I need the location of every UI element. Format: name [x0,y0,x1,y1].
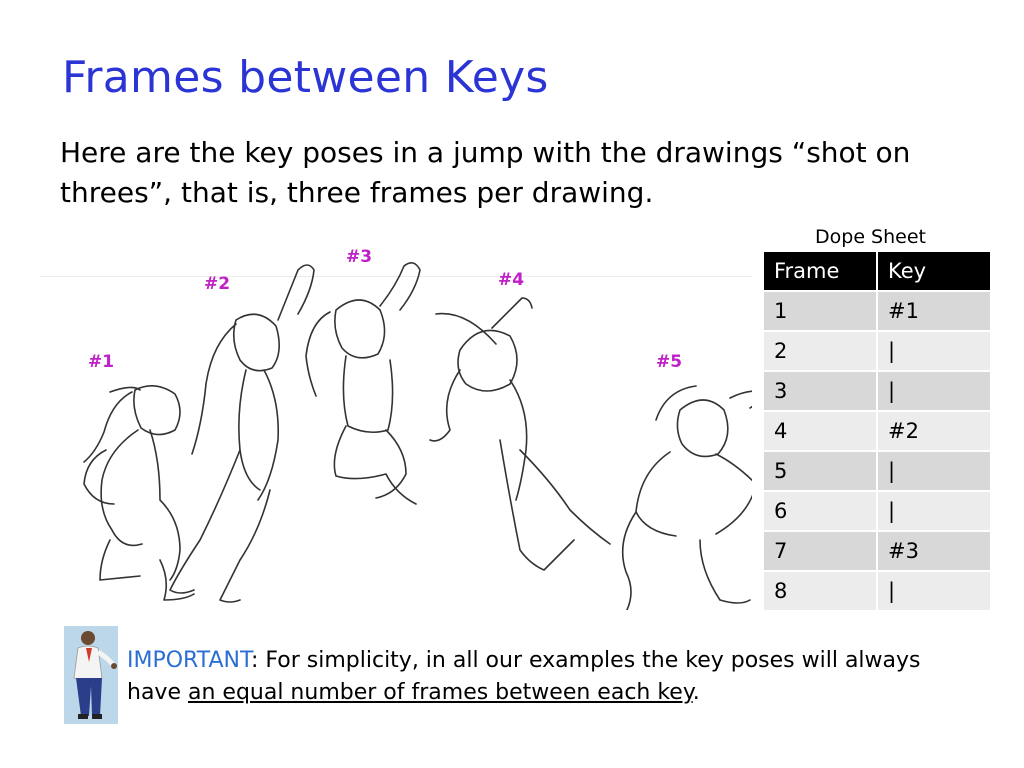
header-key: Key [877,251,991,291]
frame-cell: 6 [763,491,877,531]
key-label-2: #2 [204,274,231,294]
note-underlined-text: an equal number of frames between each key [187,680,693,705]
frame-cell: 5 [763,451,877,491]
frame-cell: 1 [763,291,877,331]
table-row [763,571,991,611]
table-row [763,371,991,411]
pose-2-sketch [170,265,314,602]
pose-3-sketch [306,263,420,504]
header-frame: Frame [763,251,877,291]
dope-sheet-header-row [763,251,991,291]
presenter-icon [64,626,118,724]
table-row [763,531,991,571]
pose-5-sketch [623,386,752,610]
important-note [127,645,977,709]
frame-cell: 2 [763,331,877,371]
key-cell: | [877,491,991,531]
key-cell: #1 [877,291,991,331]
key-cell: | [877,371,991,411]
pose-1-sketch [84,386,194,600]
key-cell: | [877,571,991,611]
dope-sheet-table [762,250,992,612]
key-cell: | [877,451,991,491]
important-label: IMPORTANT [127,648,251,673]
pose-4-sketch [430,298,610,570]
table-row [763,451,991,491]
jump-sketches [40,240,752,610]
slide-title: Frames between Keys [62,52,549,103]
intro-text: Here are the key poses in a jump with the drawings “shot on threes”, that is, three frames per drawing. [60,136,911,209]
table-row [763,411,991,451]
frame-cell: 8 [763,571,877,611]
key-cell: #2 [877,411,991,451]
key-label-1: #1 [88,352,115,372]
frame-cell: 4 [763,411,877,451]
frame-cell: 7 [763,531,877,571]
key-label-3: #3 [346,247,373,267]
dope-sheet-caption: Dope Sheet [815,226,926,248]
table-row [763,291,991,331]
frame-cell: 3 [763,371,877,411]
key-cell: | [877,331,991,371]
key-label-5: #5 [656,352,683,372]
table-row [763,331,991,371]
key-label-4: #4 [498,270,525,290]
presenter-figure [64,626,118,724]
note-period: . [692,680,700,705]
note-text: : For simplicity, in all our examples the key poses will always have [127,648,921,705]
key-cell: #3 [877,531,991,571]
table-row [763,491,991,531]
